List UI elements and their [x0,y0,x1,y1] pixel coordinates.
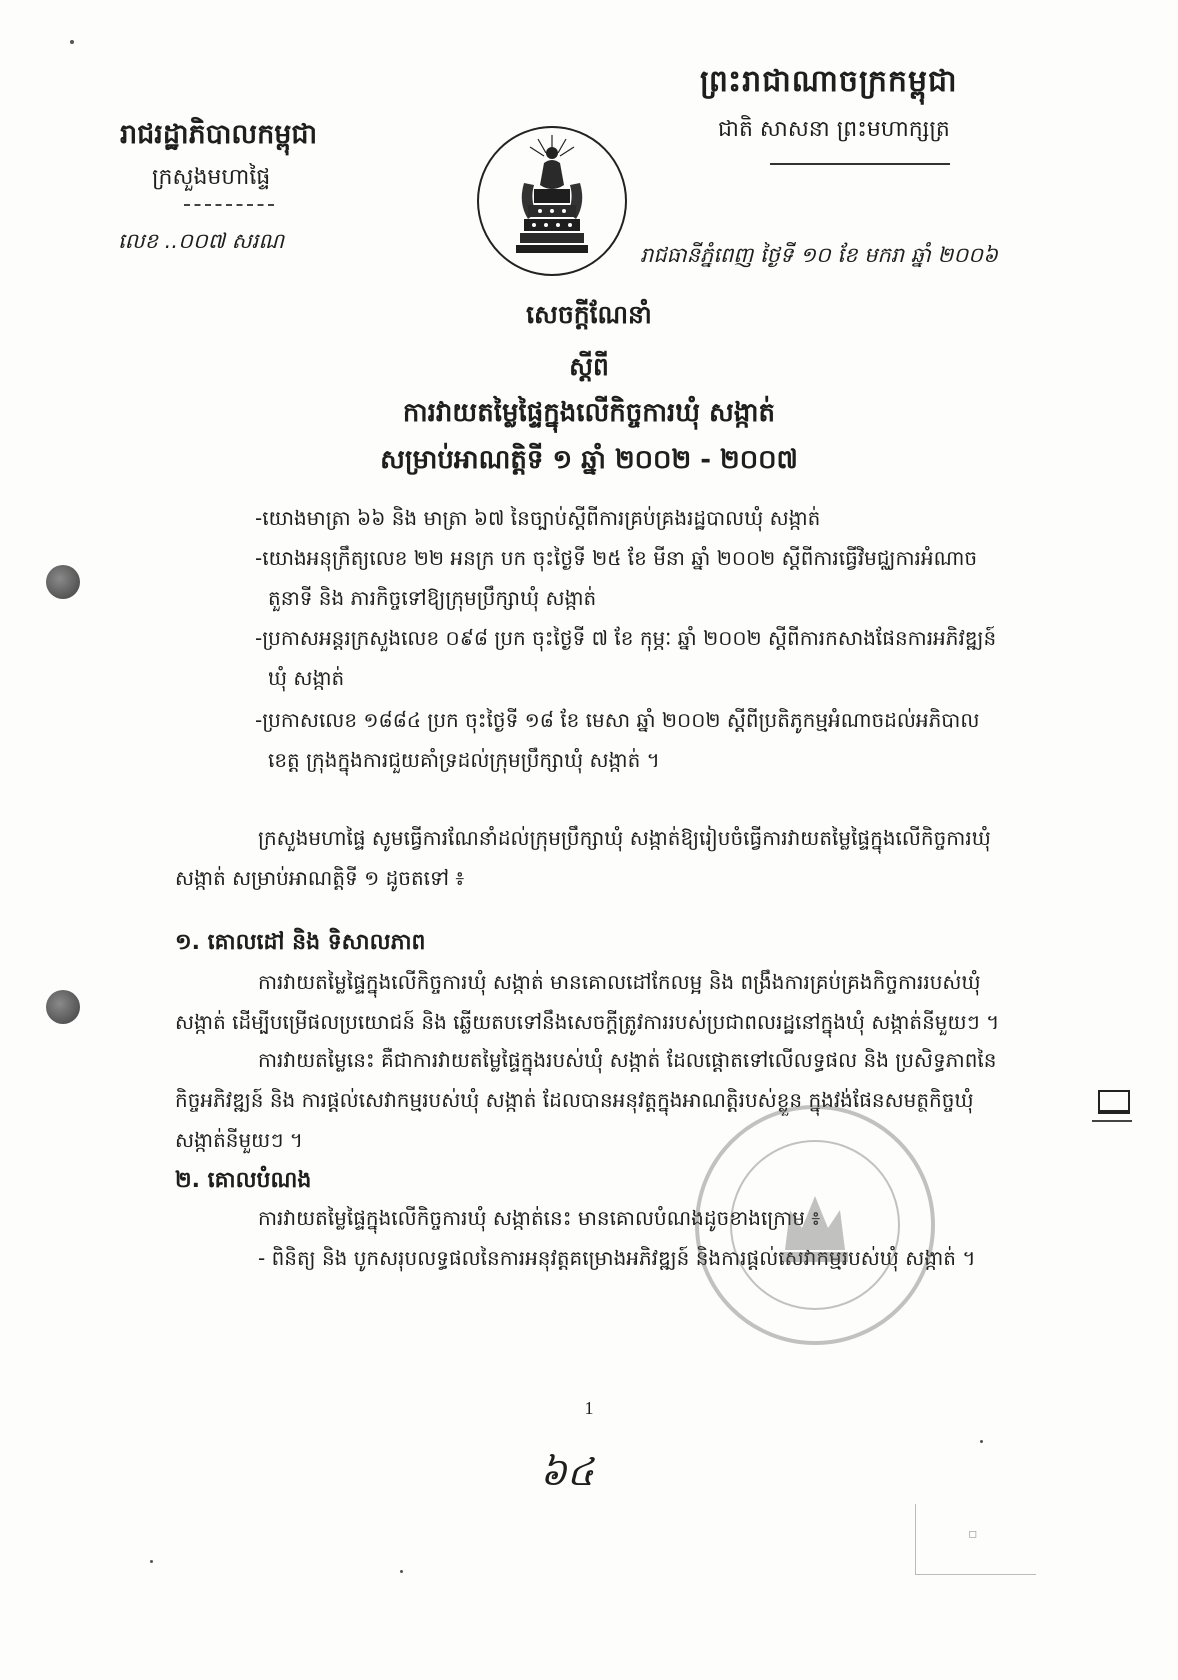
motto-divider [770,163,950,165]
section-heading: ២. គោលបំណង [175,1168,312,1193]
ministry-divider [184,204,274,208]
section-line: ការវាយតម្លៃផ្ទៃក្នុងលើកិច្ចការឃុំ សង្កាត់នេះ មានគោលបំណងដូចខាងក្រោម ៖ [258,1206,821,1230]
national-motto: ជាតិ សាសនា ព្រះមហាក្សត្រ [718,117,950,142]
royal-emblem-icon [474,123,630,279]
date-line: រាជធានីភ្នំពេញ ថ្ងៃទី ១០ ខែ មករា ឆ្នាំ ២០០៦ [640,243,998,267]
document-title: ការវាយតម្លៃផ្ទៃក្នុងលើកិច្ចការឃុំ សង្កាត់ [402,398,776,428]
kingdom-heading: ព្រះរាជាណាចក្រកម្ពុជា [700,64,958,99]
hole-punch-icon [46,990,80,1024]
reference-line: ឃុំ សង្កាត់ [268,666,345,690]
hole-punch-icon [46,565,80,599]
section-line: កិច្ចអភិវឌ្ឍន៍ និង ការផ្តល់សេវាកម្មរបស់ឃុំ សង្កាត់ ដែលបានអនុវត្តក្នុងអាណត្តិរបស់ខ្លួន ក្នុងវង់ផែនសមត្ថកិច្ចឃុំ [175,1088,974,1112]
ministry-name: ក្រសួងមហាផ្ទៃ [152,165,271,190]
reference-number: លេខ ..០០៧ សរណ [118,229,284,253]
section-line: សង្កាត់នីមួយៗ ។ [175,1128,303,1152]
speck [150,1560,153,1563]
title-subject-label: ស្តីពី [569,352,609,381]
official-seal-icon [690,1100,940,1350]
speck [400,1570,403,1573]
corner-stamp-icon: ▫ [968,1526,978,1542]
government-name: រាជរដ្ឋាភិបាលកម្ពុជា [120,119,318,150]
section-line: ការវាយតម្លៃផ្ទៃក្នុងលើកិច្ចការឃុំ សង្កាត់ មានគោលដៅកែលម្អ និង ពង្រឹងការគ្រប់គ្រងកិច្ចការរបស់ឃុំ [258,970,981,994]
reference-line: -យោងមាត្រា ៦៦ និង មាត្រា ៦៧ នៃច្បាប់ស្តីពីការគ្រប់គ្រងរដ្ឋបាលឃុំ សង្កាត់ [255,506,821,530]
speck [70,40,74,44]
corner-stamp [915,1504,1036,1575]
page-number: 1 [584,1398,594,1418]
handwritten-note: ៦៤ [540,1450,594,1494]
section-heading: ១. គោលដៅ និង ទិសាលភាព [175,930,426,955]
margin-divider [1092,1120,1132,1122]
intro-line: សង្កាត់ សម្រាប់អាណត្តិទី ១ ដូចតទៅ ៖ [175,866,465,890]
reference-line: -ប្រកាសលេខ ១៨៨៤ ប្រក ចុះថ្ងៃទី ១៨ ខែ មេសា ឆ្នាំ ២០០២ ស្តីពីប្រតិភូកម្មអំណាចដល់អភិបាល [255,708,980,732]
reference-line: តួនាទី និង ភារកិច្ចទៅឱ្យក្រុមប្រឹក្សាឃុំ សង្កាត់ [268,586,597,610]
reference-line: ខេត្ត ក្រុងក្នុងការជួយគាំទ្រដល់ក្រុមប្រឹក្សាឃុំ សង្កាត់ ។ [268,748,660,772]
section-line: - ពិនិត្យ និង បូកសរុបលទ្ធផលនៃការអនុវត្តគម្រោងអភិវឌ្ឍន៍ និងការផ្តល់សេវាកម្មរបស់ឃុំ សង្កាត់ ។ [258,1246,976,1270]
reference-line: -យោងអនុក្រឹត្យលេខ ២២ អនក្រ បក ចុះថ្ងៃទី ២៥ ខែ មីនា ឆ្នាំ ២០០២ ស្តីពីការធ្វើវិមជ្ឈការអំណាច [255,546,978,570]
speck [980,1440,983,1443]
reference-line: -ប្រកាសអន្តរក្រសួងលេខ ០៩៨ ប្រក ចុះថ្ងៃទី ៧ ខែ កុម្ភៈ ឆ្នាំ ២០០២ ស្តីពីការកសាងផែនការអភិវឌ្ឍន៍ [255,626,997,650]
section-line: ការវាយតម្លៃនេះ គឺជាការវាយតម្លៃផ្ទៃក្នុងរបស់ឃុំ សង្កាត់ ដែលផ្តោតទៅលើលទ្ធផល និង ប្រសិទ្ធភាពនៃ [258,1048,997,1072]
intro-line: ក្រសួងមហាផ្ទៃ សូមធ្វើការណែនាំដល់ក្រុមប្រឹក្សាឃុំ សង្កាត់ឱ្យរៀបចំធ្វើការវាយតម្លៃផ្ទៃក្នុងលើកិច្ចការឃុំ [258,826,991,850]
margin-mark-icon [1098,1090,1130,1114]
document-term: សម្រាប់អាណត្តិទី ១ ឆ្នាំ ២០០២ - ២០០៧ [380,445,798,475]
document-type: សេចក្តីណែនាំ [526,300,652,329]
section-line: សង្កាត់ ដើម្បីបម្រើផលប្រយោជន៍ និង ឆ្លើយតបទៅនឹងសេចក្តីត្រូវការរបស់ប្រជាពលរដ្ឋនៅក្នុងឃុំ សង្កាត់នីមួយៗ ។ [175,1010,1000,1034]
